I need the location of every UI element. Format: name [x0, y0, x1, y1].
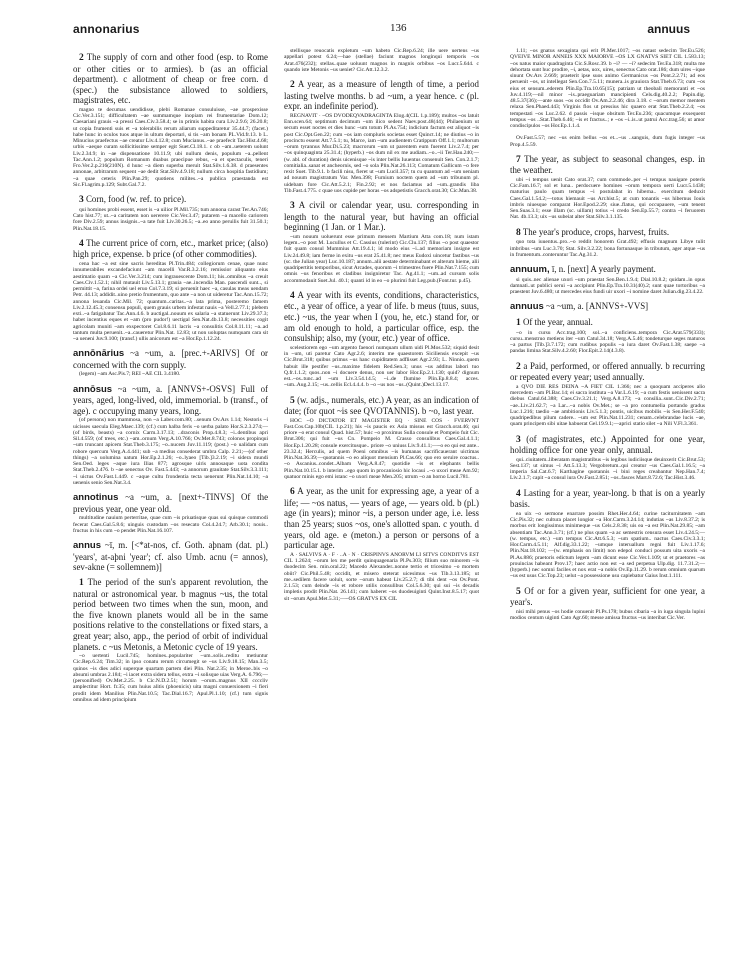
sense-number: 4 — [290, 290, 295, 301]
sense-definition — [284, 79, 479, 112]
sense-number: 3 — [516, 434, 521, 445]
definition-text: (of magistrates, etc.) Appointed for one year, holding office for one year only, annual. — [510, 433, 706, 456]
page-header — [0, 22, 750, 42]
headword: annuum, — [510, 264, 550, 276]
citations: (of persons) non mammosa, non ~a Laber.com.80; ..senum Ov.Ars 1.14; Nestoris ~i uicisses saecula Eleg.Maec.139; (cf.) cum halba feris ~o uerba palato Hor.S.2.3.274;—(of birds, beasts) ~a cornix Carm.3.17.13; ..draconis Prop.4.8.3; ~i..dentibus apri Sil.4.559; (of trees, etc.) ~am..ornum Verg.A.10.766; Ov.Met.8.743; colonos propinqui ~um truncant apicem Stat.Theb.3.175; ~o..nucem Juv.11.119; (post.) ~o ualidam cum robore quercum Verg.A.4.441; sub ~a medius consederat umbra Calp. 2.21;—(of other things) ~a uolumina uatum Hor.Ep.2.1.26; ~o..lyaeo [Tib.]3.2.19; ~i sidera mundi Sen.Oed. leges ~aque iura Ilias 877; agrosque uiris annosaque uota condita Stat.Theb.2.476. b ~ae senectus Ov. Fast.5.443; ~a annorum grauitate Stat.Silv.3.3.111; ~i uictus Ov.Fast.1.449. c ~aque cultu frondentia tecta uenerunt Plin.Nat.14.10; ~a uenenis senio Sen.Nat.3.4. — [73, 417, 268, 486]
sense-definition — [510, 227, 705, 239]
sense-number: 7 — [516, 154, 521, 165]
page-number: 136 — [390, 22, 407, 34]
definition-text: A year, as a measure of length of time, a period lasting twelve months. b ad ~um, a year hence. c (pl. expr. an indefinite period). — [284, 79, 479, 112]
definition-text: Of or for a given year, sufficient for one year, a year's. — [510, 585, 705, 608]
citations: Ov.Fast.5.57; nec ~us enim bellus ~os et...~us ..sanguis, dum fugis integer ~us Prop.4.5.59. — [510, 135, 705, 148]
headword: annōsus — [73, 383, 113, 395]
sense-definition — [510, 361, 705, 383]
citations: ~um nouum uoluerunt esse primum mensem Martium Atta com.18; num istam legem..~o post M. Lucullus et C. Cassius (tulerint) Cic.Clu.137; filius ~o post quaestor fuit quam consul Mummius Att.19.4.1; id modo eius ~i..ad memoriam insigne est Liv.24.49.8; iam ferme in exitu ~us erat 25.41.8; nec meus Eudoxi uincetur fastibus ~us (sc. the Julian year) Luc.10.187; annum..alii aestate determinabant et alterum hieme, alii quadripertitis temporibus, sicut Arcades, quorum ~i trimestres fuere Plin.Nat.7.155; cum omnis ~us fenoribus et cladibus insigniretur Tac. Ag.41.1; ~um..ad cursum solis accommodauit Suet.Jul. 40.1; quanti id in eo ~o plurimi fuit Leg.pub.(Font.tur. p.45). — [284, 233, 479, 284]
dictionary-entry — [510, 301, 705, 313]
definition-text: The year, as subject to seasonal changes, esp. in the weather. — [510, 153, 705, 176]
headword: annuus — [510, 301, 544, 313]
sense-definition — [73, 194, 268, 206]
sense-number: 2 — [290, 80, 295, 90]
definition-text: (w. adjs., numerals, etc.) A year, as an indication of date; (for quot ~is see QVOTANNIS). b ~o, last year. — [284, 394, 480, 417]
citations: qui..ciuitatem..liberatam magistratibus ~is legibus iudiciisque deuinxerit Cic.Brut.53; Sest.137; ut simus ~i Att.5.13.3; Vergobretum..qui creatur ~us Caes.Gal.1.16.5; ~a imperia Sal.Cat.6.7; Karthagine quotannis ~i bini reges creabantur Nep.Han.7.4; Liv.2.1.7; capit ~a consul iura Ov.Fast.2.851; ~os..fasces Mart.8.72.6; Tac.Hist.3.46. — [510, 456, 705, 482]
sense-definition — [510, 488, 705, 510]
sense-number: 4 — [79, 238, 84, 249]
citations: scelestiorem ego ~um argento faenori numquam ullum uidi Pl.Mos.532; siquid desit in ~um, uti paretur Cato Agr.2.6; interim me quaestorem Siciliensis excepit ~us Cic.Brut.318; quibus primus ~us hanc cupiditatem adflisset Agr.2.93; L. Ninnio..quem habuit ille pestifer ~us..maxime fidelem Red.Sen.3; unus ~us additus labori tuo Q.fr.1.1.2; quos..non ~i docuere denus, non uer labor Hor.Ep.2.1.130; quid? dignum est..~os..tunc..ad ~um Liv.3.54.14.5; ~i..de flumine Plin.Ep.8.8.4; acces. ~um..Aug.2.15; ~us..cellis Ecl.4.4.4. b ~o ~us nos ~us..(Quint.)Decl.13.17. — [284, 344, 479, 389]
definition-text: The current price of corn, etc., market price; (also) high price, expense. b price (of other commodities). — [73, 237, 268, 260]
citations: A · SALVIVS A · F · ..A · N · CRISPINVS ANORVM LI SITVS CONDITVS EST CIL 1.2624; ~orum lex me perdit quinquagenaria Pl.Ps.303; filium suo minorem ~is duodecim Sen. min.oral.22; Macedo Alexander..nonne tertio et tricesimo ~o mortem obiit? Cic.Phil.5.48; occidit, et misero steterat uicesimus ~us Tib.3.13.185; ut me..sedilem facere uoluit, sorte ~orum habeat Liv.25.2.7; di tibi dent ~os Ov.Pont. 2.1.53; cum deinde ~is et robore utilis consulibus Col.5.6.30; qui sui ~is decadis impletis prodit Plin.Nat. 26.141; cum haberet ~os duodeuiginti Quint.Inst.8.5.17; quot sit ~orum Apul.Met.5.31;—~OS GRATVS EX CIL — [284, 551, 479, 602]
sense-number: 8 — [516, 227, 521, 238]
guide-word-left: annonarius — [73, 22, 140, 36]
sense-number: 2 — [516, 361, 521, 372]
citations: ubi ~i tempus uenit Cato orat.37; cum commode..per ~i tempus nauigare poteris Cic.Fam.16.7; sol et luna.. perdocuere homines ~orum tempora uerti Lucr.5.1438; maturius paulo quam tempus ~i postulabat in hiberna.. exercitum deduxit Caes.Gal.1.54.2;—totus hiemauit ~us Arr.hist.5; at cum tonantis ~us hibernus Iouis imbris niuesque comparat Hor.Epod.2.29; siue..flatus, qui occupauere, ~um tenent Sen.Suas.3.1; esse illam (sc. uillam) totius ~i credo Sen.Ep.55.7; contra ~i feruorem Nat. 4b.13.3; uix ~us subeiat alter Stat.Silv.3.1.135. — [510, 176, 705, 221]
sense-definition — [510, 586, 705, 608]
citations: ~o uertenti Lucil.745; homines..populariter ~um..solis..reditu metiuntur Cic.Rep.6.24; Tim.32; in ipso conatu rerum circumegit se ~us Liv.9.18.15; Man.3.5; quinos ~is dies adici superque quartam partem diei Plin. Nat.2.35; in Meroe..bis ~o absumi umbras 2.184; ~i iacet extra sidera tellus, extra ~i solisque uias Verg.A. 6.796;—(personified) Ov.Met.2.25. b Cic.N.D.2.51; horum ~orum..magnus XII ccccliv amplectitur Hort. fr.35; cum huius alitis (phoenicis) uita magni conuersionem ~i fieri prodit idem Manilius Plin.Nat.10.5; Tac.Dial.16.7; Apul.Pl.1.10; (cf.) tum signis omnibus ad idem principium — [73, 653, 268, 703]
citations: nisi mihi penus ~os hodie conuenit Pl.Ps.178; bubus cibaria ~a in iuga singula lupini modios centum uiginti Cato Agr.60; messe amissa fructus ~us interibat Cic.Ver. — [510, 608, 705, 622]
definition-text: The supply of corn and other food (esp. to Rome or other cities or to armies). b (as an official department). c allotment of cheap or free corn. d (spec.) the subsistance allowed to soldiers, magistrates, etc. — [73, 52, 268, 106]
sense-definition — [284, 290, 479, 344]
sense-number: 3 — [290, 201, 295, 212]
sense-definition — [510, 317, 705, 329]
definition-text: A year with its events, conditions, characteristics, etc., a year of office, a year of life. b meus (tuus, suus, etc.) ~us, the year when I (you, he, etc.) stand for, or am old enough to hold, a particular office, esp. the consulship; also, my (your, etc.) year of office. — [284, 289, 479, 344]
dictionary-entry — [73, 540, 268, 573]
citations: si quis..nec alienae uxori ~um praestat Sen.Ben.1.9.4; Dial.10.8.2; quidam..in opus damnati..ut publici serui ~a accipiunt Plin.Ep.Tra.10.31(40).2; sunt quae tortoribus ~a praestent Juv.6.480; ut mercedes eius fundi uir uxori ~i nomine daret Julian.dig.23.4.22. — [510, 276, 705, 296]
entry-etymology: ~ī, m. [<*at-nos, cf. Goth. aþnam (dat. pl.) 'years', at-aþni 'year'; cf. also Umb. acnu (= annos), sev-akne (= sollemnem)] — [73, 540, 269, 573]
definition-text: Lasting for a year, year-long. b that is on a yearly basis. — [510, 487, 706, 510]
dictionary-entry — [510, 264, 705, 276]
citations: ea uix ~o sermone enarrare possim Rhet.Her.4.64; curine taciturnitatem ~am Cic.Pis.32; nec cultura placet longior ~a Hor.Carm.3.24.14; indutias ~as Liv.8.37.2; is morbus erit longissimus minimeque ~us Cels.2.8.38; uis ea ~a est Plin.Nat.29.85; ~am absentiam Tac.Ann.3.71; (cf.) ne plus quam ~a ac semestris censura esset Liv.4.24.5;—(w. tempus, etc.) ~um tempus Cic.Att.6.5.3; ~um spatium.. nactus Caes.Civ.3.3.1; Hor.Carm.4.5.11; Alf.dig.33.1.22; ~umque interuallum regni fuit Liv.1.17.6; Plin.Nat.18.102; —(w. emphasis on limit) non edepol conduci possum uita uxoris ~a Pl.As.886; praetoris edictum legem ~am dicunt esse Cic.Ver.1.109; ut et praetores ~as prouincias habeant Prov.17; haec actio non est ~a sed perpetua Ulp.dig. 11.7.31.2;—(hyperb.) nec somni faciles et nox erat ~a nobis Ov.Ep.11.29. b rerum omnium quarum ~us est usus Cic.Top.23; uelut ~a possessione usu capiebatur Gaius Inst.1.111. — [510, 510, 705, 580]
citations: multitudine nauium perterritae, quae cum ~is priuatisque quas sui quisque commodi fecerat Caes.Gal.5.8.6; uinguis custodam ~os resecato Col.4.24.7; Arb.30.1; nouis.. fructus in his cum ~o pendet Plin.Nat.16.107. — [73, 515, 268, 534]
definition-text: The period of the sun's apparent revolution, the natural or astronomical year. b magnus ~us, the total period between two times when the sun, moon, and the five known planets would all be in the same positions relative to the constellations or fixed stars, a great year; also, app., the period of orbit of individual planets. c ~us Metonis, a Metonic cycle of 19 years. — [73, 576, 268, 652]
entry-etymology: ~a ~um, a. [ANNVS+-OSVS] Full of years, aged, long-lived, old, immemorial. b (transf., of age). c occupying many years, long. — [73, 383, 268, 416]
sense-number: 6 — [290, 487, 295, 498]
sense-definition — [73, 577, 268, 652]
definition-text: The year's produce, crops, harvest, fruits. — [522, 226, 670, 237]
dictionary-entry — [73, 492, 268, 514]
sense-number: 5 — [516, 586, 521, 597]
definition-text: a Paid, performed, or offered annually. b recurring or repeated every year; used annually. — [510, 360, 705, 383]
sense-number: 1 — [516, 317, 521, 328]
entry-etymology: ~a ~um, a. [ANNVS+-VVS] — [546, 301, 649, 312]
headword: annōnārius — [73, 348, 125, 360]
definition-text: A civil or calendar year, usu. corresponding in length to the natural year, but having an official beginning (1 Jan. or 1 Mar.). — [284, 200, 479, 233]
citations: 1.11; ~os gnatus sexaginta qui erit Pl.Mer.1017; ~os natast sedecim Ter.Eu.526; QVEIVE MINOR ANNEIS XXX MAIORVE ~OS LX GNATVS SIET CIL 1.583.13; ~os natus maior quadraginta Cic.S.Rosc.39. b ~i? — ~i? sedecim Ter.Eu.318; multa me dehortata sunt huc prodire, ~i, aetas, uox, uires, senectus Cato orat.186; dum uires ~ique sinunt Ov.Ars 2.669; praeterit ipse suos animo Germanicus ~os Pont.2.2.71; ad eos peruenit ~os, ut intellegat Sen.Con.7.5.11; munera..is grauiora Stat.Theb.6.73; cum ~os eius et sensum..ederem Plin.Ep.Tra.10.65(15); patriam ut theobali memoranti et ~os Juv.4.119;—nil minor ~is..praeguariam mancipienti Cels.dig.40.2.2; Papin.dig. 48.5.37(36);—ante suos ~os occidit Ov.Am.2.2.46; dira 3.18. c ~orum memor mentem relaxa Sen.Phaed.443; Virginis flos ut pressius hic quaero erat Stat.Theb.2.2.4; ~os tempestati ~os Luc.2.62. d passis ~isque obsitum Ter.Eu.236; quacumque exsequent tempus ~os ..Stat.Theb.6.46; ~is et fractus..; e ~os ~i..is..ut patrui Acc.trag.56; ut amor condiscipulos ~os Hor.Ep.1.1.4. — [510, 48, 705, 129]
sense-number: 5 — [290, 395, 295, 406]
guide-word-right: annuus — [647, 22, 690, 36]
citations: a QVO DIE RES DEINA ~A FIET CIL 1.366; nec a quoquam acciperes alio mercedem ~am Pl.Bac.14; ei sacra instituta ~a Var.L.6.19; ~a cum festis uenissent sacra diebus Catul.64.388; Caes.Civ.3.21.1; Verg.A.8.173; ~a consilia..sunt..Cic.Div.2.71; ~ae..Liv.21.62.7; ~a Lar...~a nobis Ov.Met.; se ~a pro contumelia portando gradus Luc.1.216; taedio ~ae ambitionis Liv.5.1.3; pontis, uicibus mobilis ~is Sen.Her.F.540; quadripedibus pilum cadere.. ~um est Plin.Nat.11.231; cenam..celebrandae lucis ~ae, quam principem sibi uitae habuerat Gel.19.9.1;—aprici statio silet ~a Nili V.Fl.3.361. — [510, 383, 705, 428]
headword: annus — [73, 540, 101, 552]
sense-definition — [510, 434, 705, 456]
sense-definition — [284, 395, 479, 417]
dictionary-entry — [73, 384, 268, 417]
entry-etymology: ī, n. [next] A yearly payment. — [551, 264, 656, 275]
column-right — [510, 48, 705, 627]
dictionary-entry — [73, 348, 268, 370]
definition-text: A year, as the unit for expressing age, a year of a life; — ~os natus, — years of age, — years old. b (pl.) age (in years); minor ~is, a person under age, i.e. less than 25 years; suos ~os, one's allotted span. c youth. d years, old age. e (meton.) a person or persons of a particular age. — [284, 486, 479, 551]
citations: magno te decumas uendidisse, plebi Romanae consuluisse, ~ae prospexisse Cic.Ver.3.151; difficultatem ~ae summamque inopiam rei frumentariae Dom.12; Caesariani grauis ~a pressi Caes.Civ.3.58.4; se in primis habita cura Liv.2.9.6; 26.20.8; ut copia frumenti suis et ~a tolerabilis rerum aliarum suppeditaretur 35.44.7; (facet.) habe hunc in oculos tuos atque in ultum deportari, si tis ~am bonam PL.Vid.fr.13. b L. Minucius praefectus ~ae creatur Liv.4.12.8; cum Mucianus..~ae praefecit Tac.Hist.4.68; urbis ~aeque curam sollicitissime semper egit Suet.Cl.18.1. c ob ~am..ueterem uolunt Liv.2.34.9; in ~ae dispensatione 10.11.9; ubi nullum denis, populum ~a..pellent Tac.Ann.1.2; populum Romanum duabus praecipue rebus, ~a et spectaculis, teneri Fro.Ver.2.p.216(210N). d hunc ~a diem superba meruit Stat.Silv.1.6.38. d praesentes annonae, arbitrarum sequent ~ae dedit Stat.Silv.4.9.18; nullum circa hospitia fastidium; ~a quae ceteris Plin.Pan.29; quotiens milites..~a publica praestanda est Sic.Fl.agrim.p.129; Subt.Gal.7.2. — [73, 106, 268, 188]
definition-text: Of the year, annual. — [522, 316, 593, 327]
citations: cena hac ~a est sine sacris hereditas Pl.Trin.484; collegiorum cenae, quae nunc innumerabiles excandefaciunt ~am macelli Var.R.3.2.16; remissior aliquanto eius aestimatio quam ~a Cic.Ver.3.214; cum ingrauescente Dom.11; his..omnibus ~a creuit Caes.Civ.1.52.1; nihil mutauit Liv.5.13.1; grauia ~ae..incendia Man. pascendi sunt.., si permittit ~a, farina ordei uel eruo Col.7.3.19; si peruenit haec ~a, casulas meas uendam Petr. 44.13; addidit..uino pretio frumentum, quo ante ~a non ut uideretur Tac.Ann.15.72; annona leuanda Cic.Mil. 72; quantum..caritas..~a lata prima, posteremo famem Liv.2.12.45.3; consensu populi, quem grauis urbem infestat nauis ~a Vell.2.77.1; plebem exti..~a fatigabatur Tac.Ann.4.6. b auctigal..nouum ex salaria ~a statuerunt Liv.29.37.3; habet incentius eques et ~am (pro pudor!) uectigal Sen.Nat.4b.13.8; necessities cogit agricolam muniti ~am exspectoret Col.8.6.11 lacris ~a consulitis Col.8.11.11; ~a..ad tantum multa peruenit..~a..caueretur Plin.Nat. 12.83; ut non uoluptas numquam cara sit ~a ueneni Juv.9.100; (transf.) ullis anicorum est ~a Hor.Ep.1.12.24. — [73, 261, 268, 342]
sense-number: 3 — [79, 195, 84, 206]
headword: annotinus — [73, 492, 119, 504]
column-left — [73, 48, 268, 709]
sense-number: 2 — [79, 53, 84, 63]
sense-definition — [73, 238, 268, 260]
sense-definition — [284, 200, 479, 233]
citations: REGNAVIT · ~OS DVODEQVADRAGINTA Elog.4(CIL 1.p.189); multos ~os latuit Enn.scen.64; septimum decimum ~um ilico sedent Naev.post.48(44); Philaenium ut secum esset noctes et dies hunc ~um totum Pl.As.754; indicium factum est aliquot ~is post Cic.Opt.Gen.22; cum ~os iam compluris societas esset Quinct.14; ne diutius ~o in procinctu essent Att.7.5.1; tu, Marce, iam ~um audientem Cratippum Off.1.1; multorum ~orum tyrannus Mur.Di.5.23; macrorum ~um ut parentem eum fuerent Liv.2.7.4; per ~os quinquaginta 25.31.4; (hyperb.) ~os dum nil ex me audiam..~o..~ii Ter.Hau.240;—(w. abl. of duration) denis uicenisque ~is inter bellis Iuuentus consenuit Sen. Con.2.1.7; comitialia..sanat et ancheornis, sed ~o sola Plin.Nat.26.113; Comatum Gallicum ~o fere rexit Suet. Tib.9.1. b facili nisu, fieret ut ~um Lucil.357; tu cu quantum ad ~um ueniam ad nouum magistratum Var. Men.398; Furnium noctem quem ad ~um tribunum pl. uidebam fore Cic.Att.5.2.1; Fin.2.92; et nos faciamus ad ~um..grandis liba Tib.Fast.4.775. c quae uos cupide per horas ~os adspetistis Gracch.orat.30; Cic.Man.38. — [284, 112, 479, 194]
citations: ~o in cursu Acc.trag.100; sol..~a conficiens..tempora Cic.Arat.579(333); cursu..menstruo metiens iter ~um Catul.34.18; Verg.A.5.46; tondeturque seges maturos ~a partus [Tib.]3.7.172; cum rudibus populis ~a iura daret Ov.Fast.1.38; saepe ~a pandas limina Stat.Silv.4.2.60; Flor.Epit.2.14(4.3.8). — [510, 329, 705, 355]
sense-number: 1 — [79, 577, 84, 588]
definition-text: Corn, food (w. ref. to price). — [85, 194, 187, 205]
sense-definition — [510, 154, 705, 176]
sense-definition — [73, 52, 268, 106]
column-middle — [284, 48, 479, 608]
sense-number: 4 — [516, 488, 521, 499]
citations: stellisque reuocatis expletum ~um habeto Cic.Rep.6.24; ille uere uertens ~us appellari potest 6.24;—hae (stellae) faciunt magnos longinqui temporis ~os Arat.476(232); stellas..quae uoluunt magnos in magnis orbibus ~os Lucr.5.644. c quando iste Metonis ~us ueniet? Cic.Att.12.3.2. — [284, 48, 479, 73]
citations: HOC ~O DICTATOR ET MAGISTER EQ · SINE COS · FVERVNT Fast.Cos.Cap.10b(CIL 1.p.21); his ~is paucis ex Asia missus est Gracch.orat.46; qui priore ~o erat consul Quad. hist.57; huic ~o proximus Sulla consule et Pompeio fuit Cic. Brut.306; qui fuit ~us Cn. Pompeio M. Crasso consulibus Caes.Gal.4.1.1; Hor.Ep.1.20.28; consule exercitusque.. priore ~o uniuss Liv.9.41.1;—~o eo qui est ante.. 23.32.4; Herculis, ad quem Poeni omnibus ~is humanas sacrificauerant uictimas Plin.Nat.36.39;—quotannis ~o eo aliquot mensium Pl.Cas.66; quo ero seruire coactus.. ~o Ascanius..condet..Albam Verg.A.8.47; quotidie ~is et elephants bellis Plin.Nat.10.15.1. b interim ..ego quom in procaniosio hic locaui ..~o uxori meae Am.92; quatuor minis ego emi istanc ~o uxori meae Men.205; utrum ~o an horno Lucil.781. — [284, 417, 479, 480]
citations: quo tota iuuentus..pro..~o reddit honorem Grat.492; effusis magnum Libye tulit imbribus ~um Luc.3.70; Stat. Silv.3.2.22; bona fortunasque in tributum, ager atque ~us in frumentum..conteruntur Tac.Ag.31.2. — [510, 239, 705, 258]
citations: (legem) ~am Asc.Pis.7; REI ~AE CIL 3.4180. — [79, 371, 181, 378]
citations: qui homines probi essent, esset is ~a uilior Pl.Mil.735; tum annona carast Ter.An.746; Cato hist.77; ut..~a caritatem non uererere Cic.Ver.3.47; putarem ~a macello cariorem fore Div.2.59; annus insignis..~a tate fuit Liv.30.26.5; ~a..eo anno peruilis fuit 31.50.1; Plin.Nat.18.15. — [73, 206, 268, 232]
sense-definition — [284, 486, 479, 551]
entry-etymology: ~a ~um, a. [prec.+-ARIVS] Of or concerned with the corn supply. — [73, 348, 268, 370]
entry-etymology: ~a ~um, a. [next+-TINVS] Of the previous year, one year old. — [73, 492, 269, 514]
